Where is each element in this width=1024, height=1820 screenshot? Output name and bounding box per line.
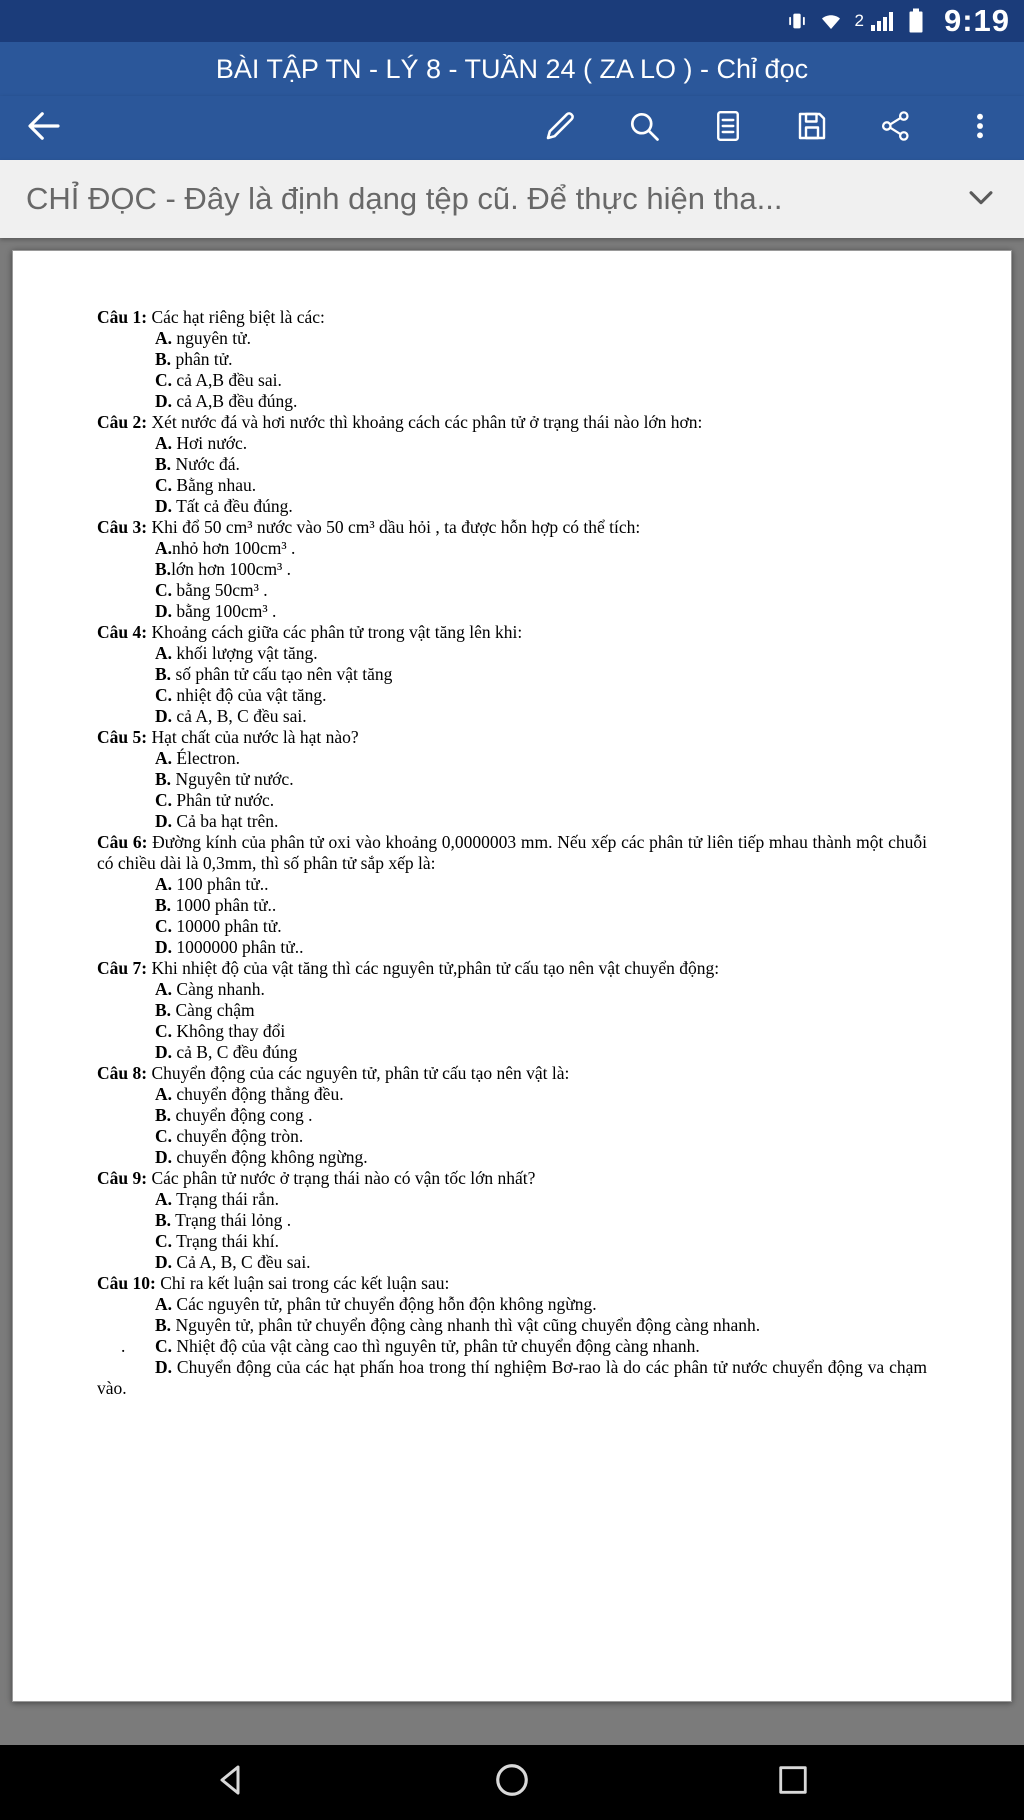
overflow-menu-icon bbox=[964, 110, 996, 147]
network-type-label: 2 bbox=[854, 11, 864, 30]
answer-option: B. Nguyên tử nước. bbox=[155, 769, 294, 789]
edit-button[interactable] bbox=[538, 106, 582, 150]
answer-option: . C. Nhiệt độ của vật càng cao thì nguyên tử, phân tử chuyển động càng nhanh. bbox=[121, 1336, 700, 1356]
answer-option: C. nhiệt độ của vật tăng. bbox=[155, 685, 327, 705]
question-text: Câu 4: Khoảng cách giữa các phân tử trong vật tăng lên khi: bbox=[97, 622, 523, 642]
toolbar bbox=[0, 96, 1024, 160]
answer-option: A.nhỏ hơn 100cm³ . bbox=[155, 538, 296, 558]
battery-icon bbox=[906, 7, 926, 35]
question-text: Câu 2: Xét nước đá và hơi nước thì khoảng cách các phân tử ở trạng thái nào lớn hơn: bbox=[97, 412, 703, 432]
document-page bbox=[12, 250, 1012, 1702]
answer-option: D. Cả ba hạt trên. bbox=[155, 811, 279, 831]
overflow-menu-button[interactable] bbox=[958, 106, 1002, 150]
answer-option: D. cả A, B, C đều sai. bbox=[155, 706, 307, 726]
clock: 9:19 bbox=[943, 3, 1010, 38]
nav-back-button[interactable] bbox=[201, 1753, 261, 1813]
document-scroll-area[interactable] bbox=[0, 238, 1024, 1799]
answer-option: C. chuyển động tròn. bbox=[155, 1126, 304, 1146]
answer-option: D. chuyển động không ngừng. bbox=[155, 1147, 368, 1167]
nav-back-icon bbox=[213, 1762, 249, 1803]
answer-option: B. 1000 phân tử.. bbox=[155, 895, 277, 915]
answer-option: A. nguyên tử. bbox=[155, 328, 252, 348]
nav-home-button[interactable] bbox=[482, 1753, 542, 1813]
nav-recents-button[interactable] bbox=[763, 1753, 823, 1813]
answer-option: B. Nguyên tử, phân tử chuyển động càng nhanh thì vật cũng chuyển động càng nhanh. bbox=[155, 1315, 761, 1335]
vibrate-icon bbox=[786, 9, 808, 33]
answer-option: C. cả A,B đều sai. bbox=[155, 370, 282, 390]
answer-option: B. Nước đá. bbox=[155, 454, 240, 474]
document-title: BÀI TẬP TN - LÝ 8 - TUẦN 24 ( ZA LO ) - Chỉ đọc bbox=[215, 53, 809, 84]
answer-option: C. bằng 50cm³ . bbox=[155, 580, 268, 600]
app-title-bar bbox=[0, 42, 1024, 96]
answer-option: C. Không thay đổi bbox=[155, 1021, 286, 1041]
answer-option: B. số phân tử cấu tạo nên vật tăng bbox=[155, 664, 393, 684]
pencil-icon bbox=[542, 108, 578, 149]
answer-option: A. Các nguyên tử, phân tử chuyển động hỗn độn không ngừng. bbox=[155, 1294, 597, 1314]
answer-option: D. cả B, C đều đúng bbox=[155, 1042, 298, 1062]
answer-option: C. Phân tử nước. bbox=[155, 790, 275, 810]
answer-option: A. Électron. bbox=[155, 748, 241, 768]
read-only-banner-text: CHỈ ĐỌC - Đây là định dạng tệp cũ. Để thực hiện tha... bbox=[26, 181, 783, 216]
question-text: Câu 8: Chuyển động của các nguyên tử, phân tử cấu tạo nên vật là: bbox=[97, 1063, 570, 1083]
share-button[interactable] bbox=[874, 106, 918, 150]
save-icon bbox=[794, 108, 830, 149]
answer-option: A. Càng nhanh. bbox=[155, 979, 265, 999]
answer-option: A. khối lượng vật tăng. bbox=[155, 643, 318, 663]
answer-option: D. Tất cả đều đúng. bbox=[155, 496, 293, 516]
question-text: Câu 10: Chỉ ra kết luận sai trong các kết luận sau: bbox=[97, 1273, 450, 1293]
share-icon bbox=[879, 109, 913, 148]
search-icon bbox=[626, 108, 662, 149]
save-button[interactable] bbox=[790, 106, 834, 150]
back-arrow-icon bbox=[23, 105, 65, 152]
answer-option: D. bằng 100cm³ . bbox=[155, 601, 277, 621]
status-bar bbox=[0, 0, 1024, 42]
answer-option: D. 1000000 phân tử.. bbox=[155, 937, 304, 957]
answer-option: C. Trạng thái khí. bbox=[155, 1231, 279, 1251]
question-text: Câu 1: Các hạt riêng biệt là các: bbox=[97, 307, 325, 327]
nav-home-icon bbox=[493, 1761, 531, 1804]
reader-view-button[interactable] bbox=[706, 106, 750, 150]
question-text: Câu 3: Khi đổ 50 cm³ nước vào 50 cm³ dầu hỏi , ta được hỗn hợp có thể tích: bbox=[97, 517, 641, 537]
question-text: Câu 6: Đường kính của phân tử oxi vào khoảng 0,0000003 mm. Nếu xếp các phân tử liên tiếp mhau thành một chuỗi có chiều dài là 0,3mm, thì số phân tử sắp xếp là: bbox=[97, 832, 927, 873]
chevron-down-icon[interactable] bbox=[964, 180, 998, 219]
back-button[interactable] bbox=[22, 106, 66, 150]
reader-view-icon bbox=[710, 108, 746, 149]
search-button[interactable] bbox=[622, 106, 666, 150]
answer-option: B. Trạng thái lỏng . bbox=[155, 1210, 292, 1230]
answer-option: D. Chuyển động của các hạt phấn hoa trong thí nghiệm Bơ-rao là do các phân tử nước chuyển động va chạm vào. bbox=[97, 1357, 927, 1398]
question-text: Câu 9: Các phân tử nước ở trạng thái nào có vận tốc lớn nhất? bbox=[97, 1168, 536, 1188]
answer-option: A. 100 phân tử.. bbox=[155, 874, 269, 894]
answer-option: B. Càng chậm bbox=[155, 1000, 255, 1020]
question-text: Câu 7: Khi nhiệt độ của vật tăng thì các nguyên tử,phân tử cấu tạo nên vật chuyển động: bbox=[97, 958, 720, 978]
nav-recents-icon bbox=[776, 1763, 810, 1802]
answer-option: B.lớn hơn 100cm³ . bbox=[155, 559, 292, 579]
answer-option: A. chuyển động thẳng đều. bbox=[155, 1084, 344, 1104]
read-only-banner[interactable] bbox=[0, 160, 1024, 238]
answer-option: D. Cả A, B, C đều sai. bbox=[155, 1252, 311, 1272]
wifi-icon bbox=[818, 9, 844, 33]
answer-option: B. phân tử. bbox=[155, 349, 233, 369]
answer-option: A. Hơi nước. bbox=[155, 433, 248, 453]
android-nav-bar bbox=[0, 1745, 1024, 1820]
question-list bbox=[13, 251, 1011, 1399]
signal-icon bbox=[870, 9, 896, 33]
answer-option: A. Trạng thái rắn. bbox=[155, 1189, 279, 1209]
answer-option: D. cả A,B đều đúng. bbox=[155, 391, 298, 411]
answer-option: C. Bằng nhau. bbox=[155, 475, 257, 495]
question-text: Câu 5: Hạt chất của nước là hạt nào? bbox=[97, 727, 359, 747]
answer-option: C. 10000 phân tử. bbox=[155, 916, 282, 936]
answer-option: B. chuyển động cong . bbox=[155, 1105, 313, 1125]
